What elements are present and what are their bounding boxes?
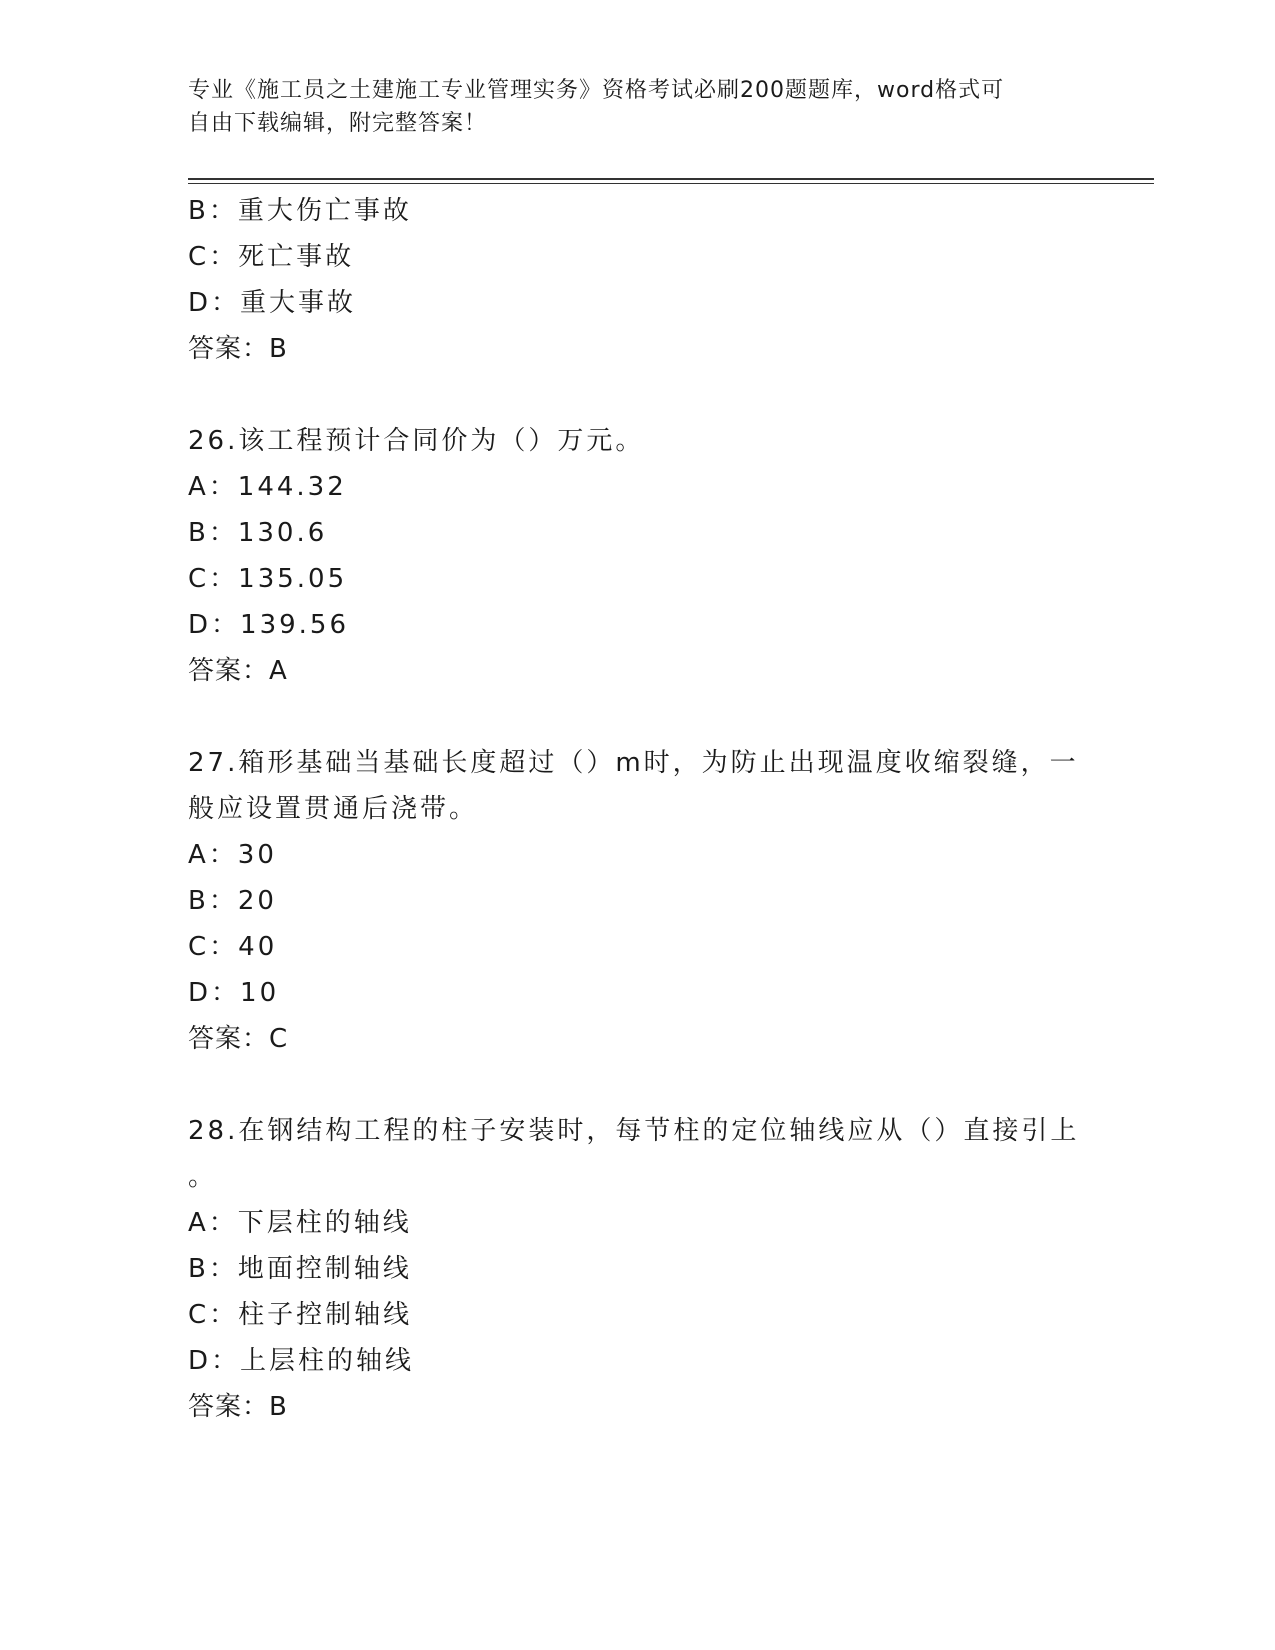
answer: 答案：C	[188, 1024, 289, 1054]
option-d: D：上层柱的轴线	[188, 1346, 415, 1376]
header-rule-thin	[188, 183, 1154, 184]
option-a: A：下层柱的轴线	[188, 1208, 412, 1238]
option-b: B：130.6	[188, 518, 328, 548]
option-b: B：20	[188, 886, 277, 916]
question-stem-continued: 般应设置贯通后浇带。	[188, 794, 479, 824]
question-stem-continued: 。	[188, 1162, 218, 1192]
answer: 答案：A	[188, 656, 288, 686]
question-26	[188, 418, 1088, 694]
option-d: D：139.56	[188, 610, 349, 640]
option-c: C：40	[188, 932, 278, 962]
option-d: D：重大事故	[188, 288, 357, 318]
question-stem: 26.该工程预计合同价为（）万元。	[188, 426, 645, 456]
answer: 答案：B	[188, 1392, 288, 1422]
question-27	[188, 740, 1088, 1062]
option-c: C：135.05	[188, 564, 348, 594]
option-c: C：死亡事故	[188, 242, 355, 272]
option-c: C：柱子控制轴线	[188, 1300, 413, 1330]
header-rule-thick	[188, 178, 1154, 180]
answer: 答案：B	[188, 334, 288, 364]
question-stem: 27.箱形基础当基础长度超过（）m时，为防止出现温度收缩裂缝，一	[188, 748, 1079, 778]
option-b: B：地面控制轴线	[188, 1254, 412, 1284]
option-b: B：重大伤亡事故	[188, 196, 412, 226]
question-28	[188, 1108, 1088, 1430]
header-line-2: 自由下载编辑，附完整答案！	[188, 111, 488, 136]
carryover-block	[188, 188, 1088, 372]
option-a: A：144.32	[188, 472, 347, 502]
question-stem: 28.在钢结构工程的柱子安装时，每节柱的定位轴线应从（）直接引上	[188, 1116, 1080, 1146]
header-line-1: 专业《施工员之土建施工专业管理实务》资格考试必刷200题题库，word格式可	[188, 78, 1005, 103]
question-content	[188, 188, 1088, 1430]
option-d: D：10	[188, 978, 280, 1008]
option-a: A：30	[188, 840, 277, 870]
document-header	[188, 74, 1068, 140]
